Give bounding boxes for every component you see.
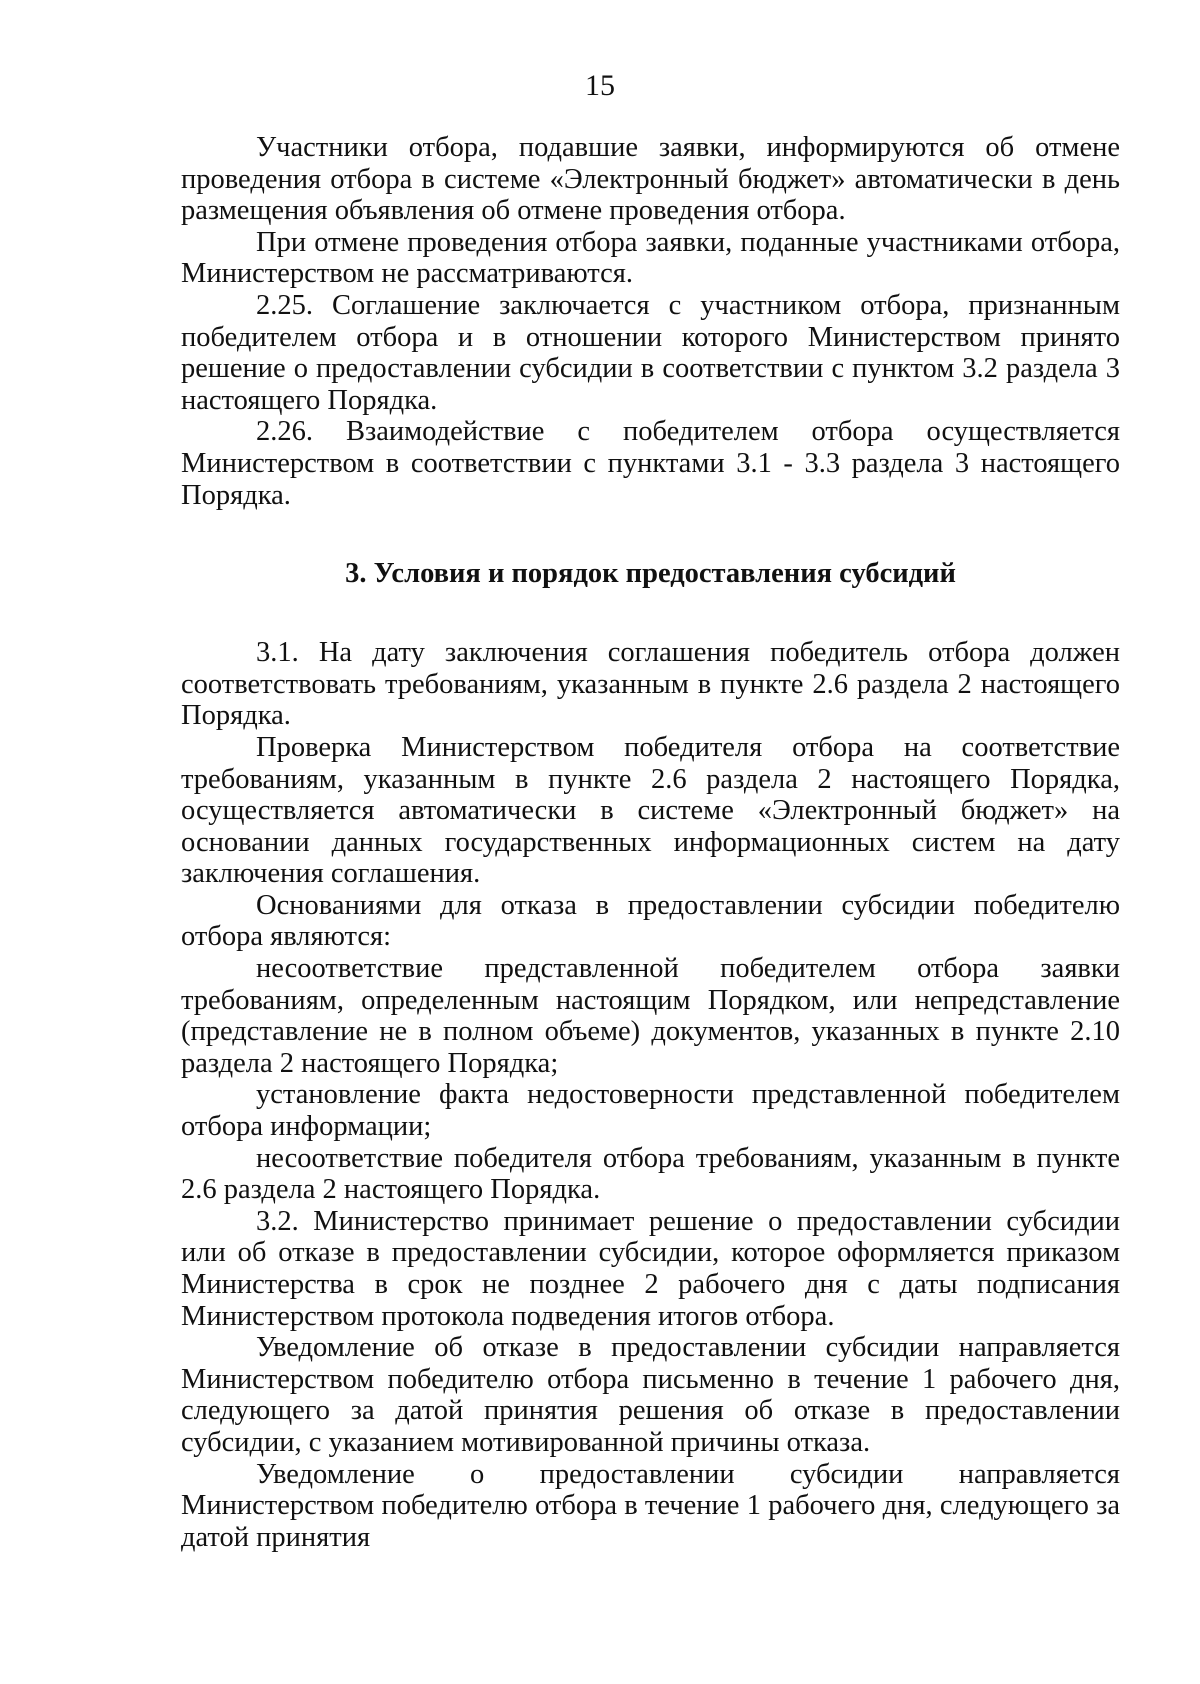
paragraph: Уведомление об отказе в предоставлении субсидии направляется Министерством победителю отбора письменно в течение 1 рабочего дня, следующего за датой принятия решения об отказе в предоставлении субсидии, с указанием мотивированной причины отказа.: [181, 1332, 1120, 1458]
list-item: несоответствие победителя отбора требованиям, указанным в пункте 2.6 раздела 2 настоящего Порядка.: [181, 1142, 1120, 1206]
paragraph: Уведомление о предоставлении субсидии направляется Министерством победителю отбора в течение 1 рабочего дня, следующего за датой принятия: [181, 1458, 1120, 1553]
paragraph: Проверка Министерством победителя отбора на соответствие требованиям, указанным в пункте 2.6 раздела 2 настоящего Порядка, осуществляется автоматически в системе «Электронный бюджет» на основании данных государственных информационных систем на дату заключения соглашения.: [181, 731, 1120, 890]
paragraph: Участники отбора, подавшие заявки, информируются об отмене проведения отбора в системе «Электронный бюджет» автоматически в день размещения объявления об отмене проведения отбора.: [181, 132, 1120, 227]
document-body: [181, 132, 1120, 1553]
list-item: несоответствие представленной победителем отбора заявки требованиям, определенным настоящим Порядком, или непредставление (представление не в полном объеме) документов, указанных в пункте 2.10 раздела 2 настоящего Порядка;: [181, 953, 1120, 1079]
paragraph-clause-3-2: 3.2. Министерство принимает решение о предоставлении субсидии или об отказе в предоставлении субсидии, которое оформляется приказом Министерства в срок не позднее 2 рабочего дня с даты подписания Министерством протокола подведения итогов отбора.: [181, 1205, 1120, 1332]
section-heading: 3. Условия и порядок предоставления субсидий: [345, 558, 956, 590]
paragraph-clause-3-1: 3.1. На дату заключения соглашения победитель отбора должен соответствовать требованиям, указанным в пункте 2.6 раздела 2 настоящего Порядка.: [181, 637, 1120, 732]
list-item: установление факта недостоверности представленной победителем отбора информации;: [181, 1079, 1120, 1143]
paragraph-clause-2-26: 2.26. Взаимодействие с победителем отбора осуществляется Министерством в соответствии с пунктами 3.1 - 3.3 раздела 3 настоящего Порядка.: [181, 416, 1120, 511]
page-number: 15: [585, 69, 615, 102]
paragraph: При отмене проведения отбора заявки, поданные участниками отбора, Министерством не рассматриваются.: [181, 226, 1120, 290]
paragraph-clause-2-25: 2.25. Соглашение заключается с участником отбора, признанным победителем отбора и в отношении которого Министерством принято решение о предоставлении субсидии в соответствии с пунктом 3.2 раздела 3 настоящего Порядка.: [181, 289, 1120, 416]
paragraph: Основаниями для отказа в предоставлении субсидии победителю отбора являются:: [181, 889, 1120, 953]
